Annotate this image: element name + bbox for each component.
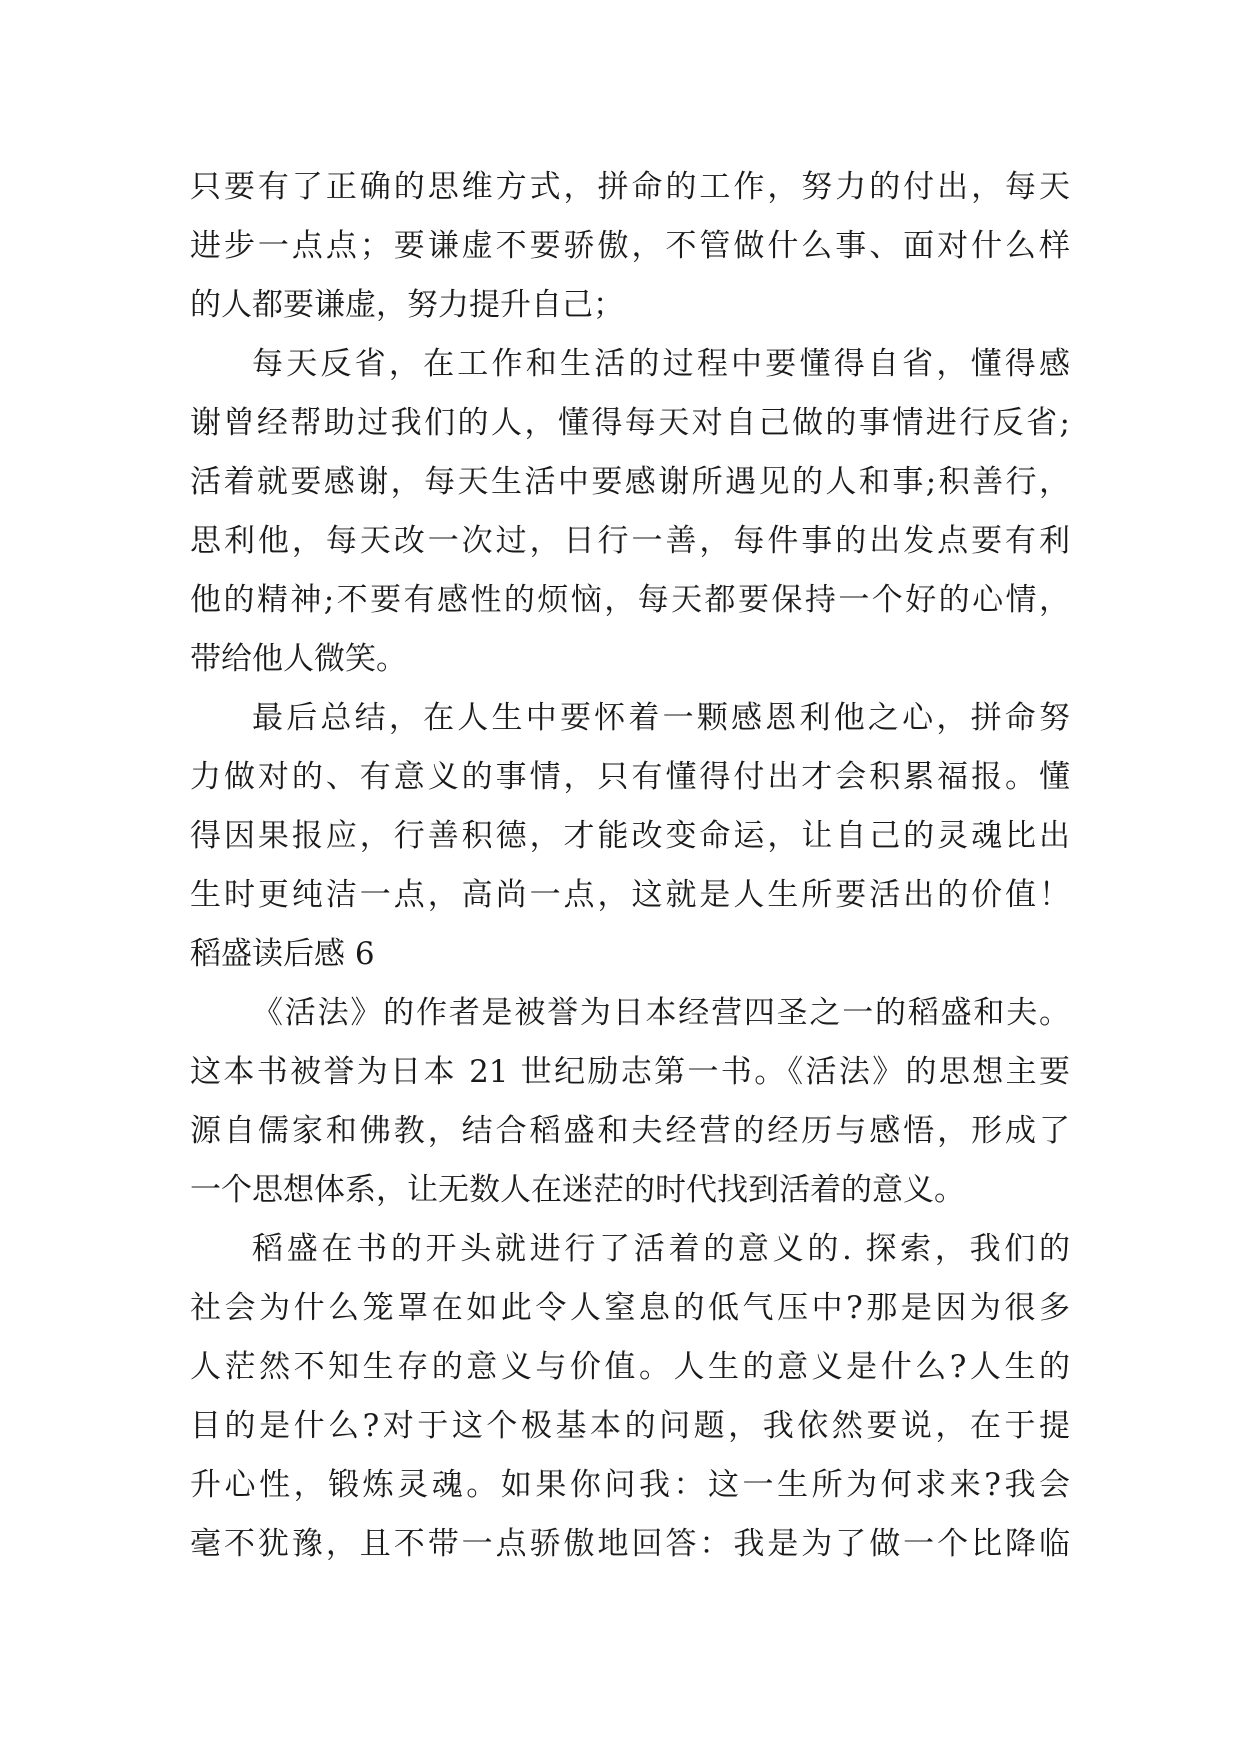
body-text [190,158,1070,1574]
section-heading: 稻盛读后感 6 [190,936,375,972]
text-line: 目的是什么?对于这个极基本的问题，我依然要说，在于提 [190,1408,1070,1444]
text-line: 谢曾经帮助过我们的人，懂得每天对自己做的事情进行反省; [190,405,1070,441]
text-line: 一个思想体系，让无数人在迷茫的时代找到活着的意义。 [190,1172,965,1208]
text-line: 活着就要感谢，每天生活中要感谢所遇见的人和事;积善行， [190,464,1070,500]
text-line: 最后总结，在人生中要怀着一颗感恩利他之心，拼命努 [252,700,1070,736]
text-line: 力做对的、有意义的事情，只有懂得付出才会积累福报。懂 [190,759,1070,795]
text-line: 社会为什么笼罩在如此令人窒息的低气压中?那是因为很多 [190,1290,1070,1326]
text-line: 升心性，锻炼灵魂。如果你问我：这一生所为何求来?我会 [190,1467,1070,1503]
text-line: 带给他人微笑。 [190,641,407,677]
text-line: 毫不犹豫，且不带一点骄傲地回答：我是为了做一个比降临 [190,1526,1070,1562]
text-line: 稻盛在书的开头就进行了活着的意义的. 探索，我们的 [252,1231,1070,1267]
text-line: 进步一点点；要谦虚不要骄傲，不管做什么事、面对什么样 [190,228,1070,264]
text-line: 生时更纯洁一点，高尚一点，这就是人生所要活出的价值！ [190,877,1070,913]
text-line: 思利他，每天改一次过，日行一善，每件事的出发点要有利 [190,523,1070,559]
text-line: 人茫然不知生存的意义与价值。人生的意义是什么?人生的 [190,1349,1070,1385]
text-line: 源自儒家和佛教，结合稻盛和夫经营的经历与感悟，形成了 [190,1113,1070,1149]
text-line: 他的精神;不要有感性的烦恼，每天都要保持一个好的心情， [190,582,1070,618]
text-line: 每天反省，在工作和生活的过程中要懂得自省，懂得感 [252,346,1070,382]
text-line: 的人都要谦虚，努力提升自己； [190,287,624,323]
text-line: 《活法》的作者是被誉为日本经营四圣之一的稻盛和夫。 [252,995,1070,1031]
text-line: 得因果报应，行善积德，才能改变命运，让自己的灵魂比出 [190,818,1070,854]
text-line: 这本书被誉为日本 21 世纪励志第一书。《活法》的思想主要 [190,1054,1070,1090]
text-line: 只要有了正确的思维方式，拼命的工作，努力的付出，每天 [190,169,1070,205]
